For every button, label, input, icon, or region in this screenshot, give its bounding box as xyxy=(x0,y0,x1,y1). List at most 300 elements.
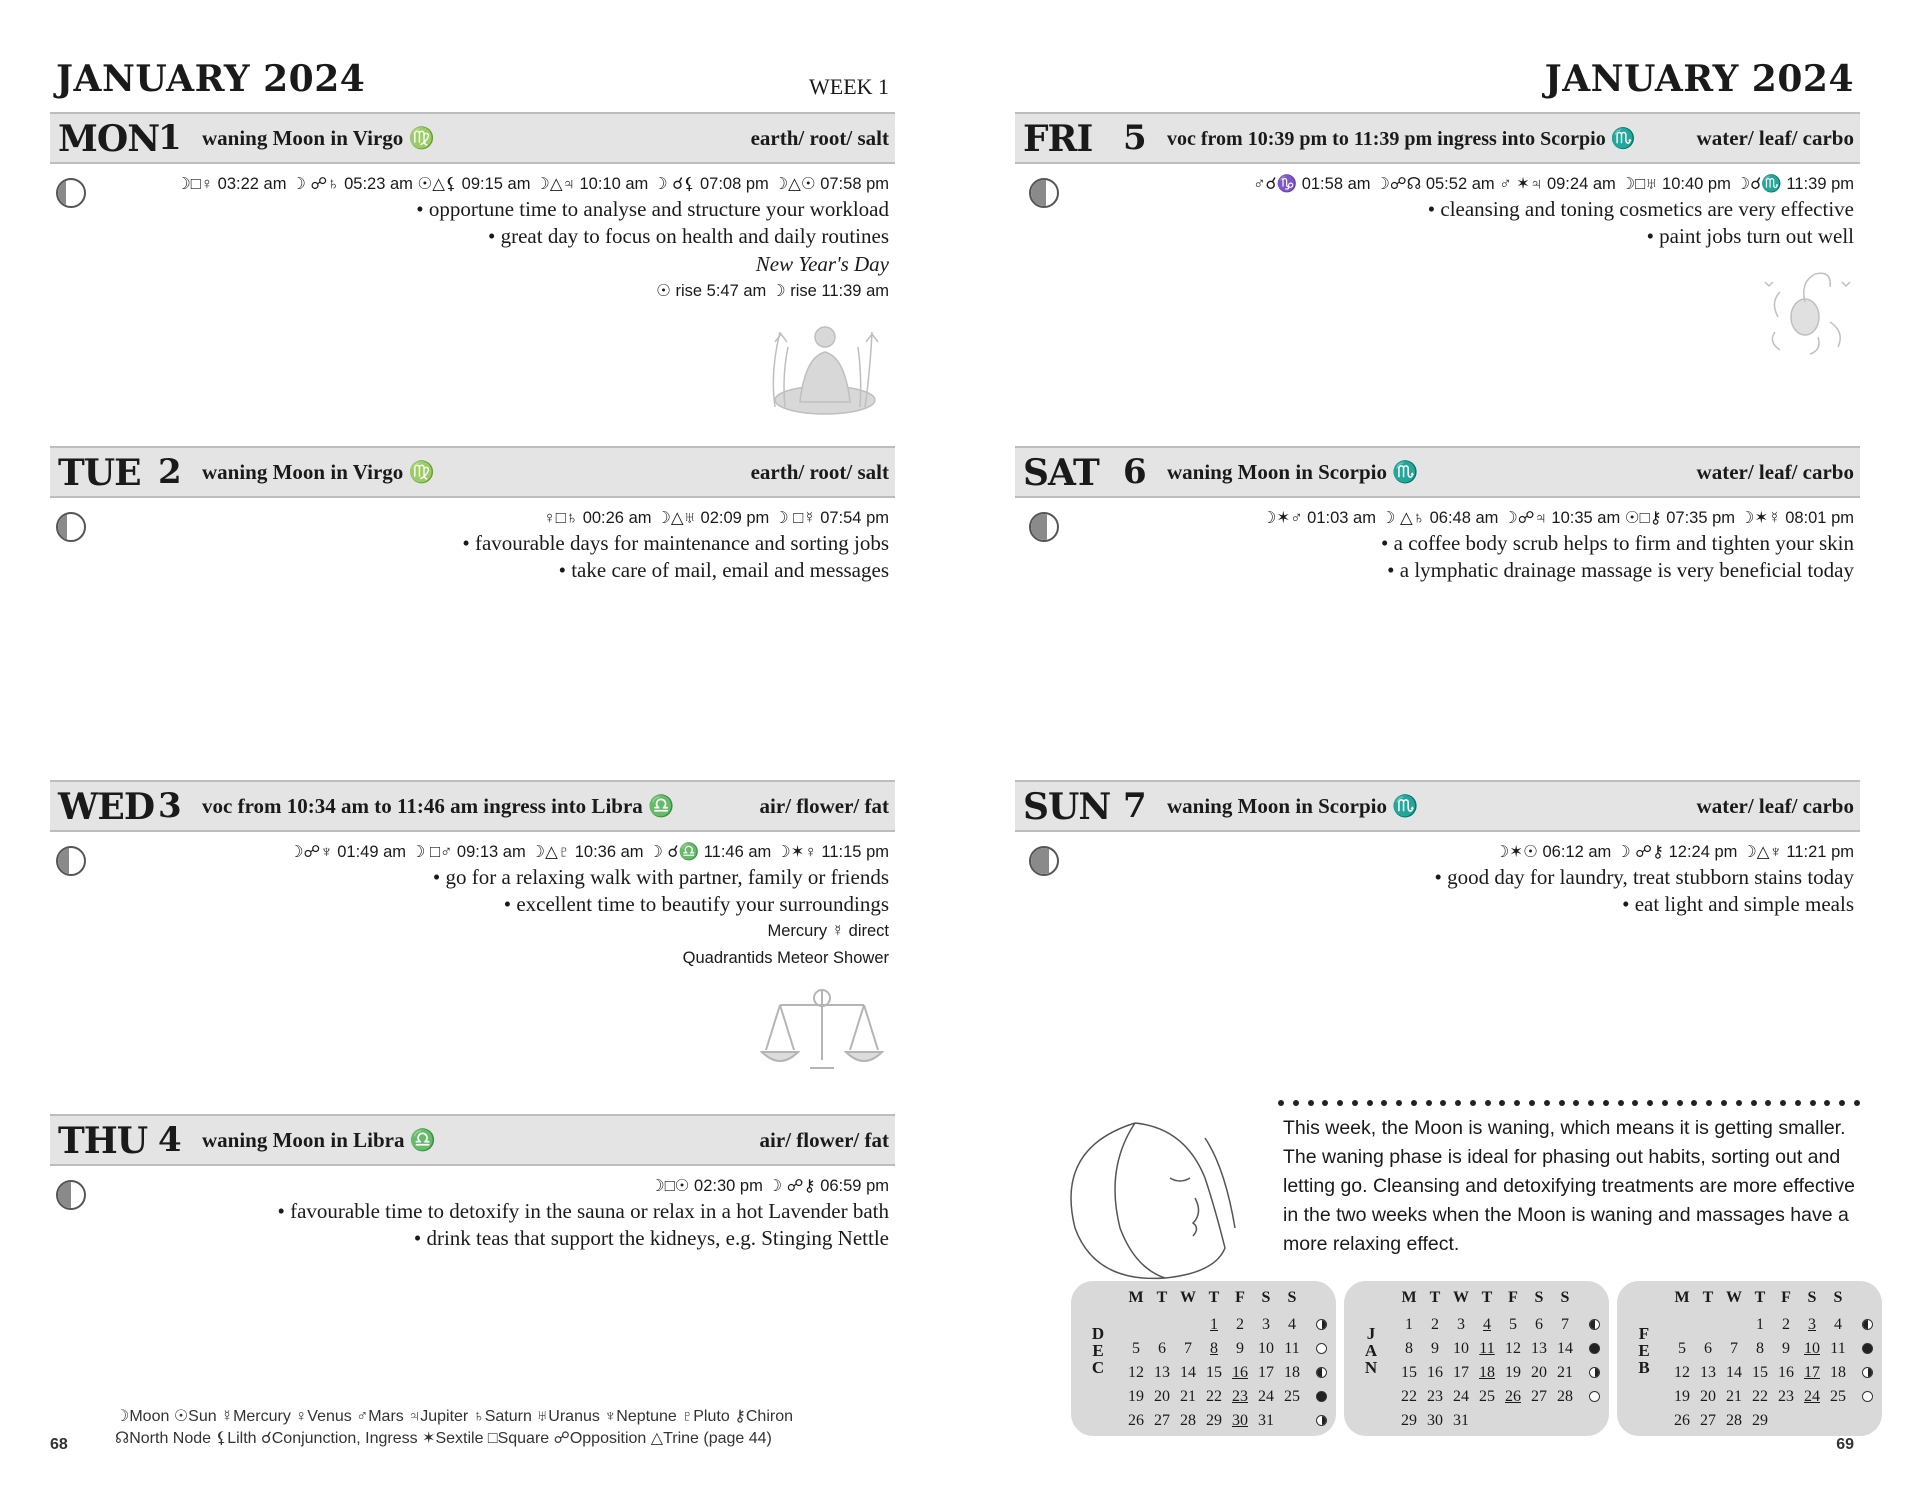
calendar-day: 12 xyxy=(1505,1340,1521,1357)
notes xyxy=(1428,196,1854,250)
moon-info: waning Moon in Scorpio ♏ xyxy=(1167,794,1419,818)
note: • excellent time to beautify your surroundings xyxy=(503,892,889,916)
calendar-day xyxy=(1279,1409,1305,1433)
moon-info: voc from 10:34 am to 11:46 am ingress into Libra ♎ xyxy=(202,794,675,818)
calendar-day: 7 xyxy=(1184,1340,1192,1357)
day-header xyxy=(1015,780,1860,832)
calendar-day: 1 xyxy=(1405,1316,1413,1333)
weekday: T xyxy=(1754,1289,1766,1306)
calendar-week-row xyxy=(1123,1313,1305,1337)
calendar-day xyxy=(1695,1313,1721,1337)
mini-calendar-dec xyxy=(1071,1281,1336,1436)
elements: earth/ root/ salt xyxy=(750,460,889,484)
calendar-day: 20 xyxy=(1154,1388,1170,1405)
weekday: T xyxy=(1156,1289,1168,1306)
moon-phase-icon xyxy=(1589,1343,1600,1354)
calendar-day: 31 xyxy=(1453,1412,1469,1429)
divider-dot xyxy=(1632,1100,1638,1106)
divider-dot xyxy=(1499,1100,1505,1106)
divider-dot xyxy=(1381,1100,1387,1106)
calendar-day: 10 xyxy=(1258,1340,1274,1357)
weekday: T xyxy=(1481,1289,1493,1306)
calendar-day: 9 xyxy=(1431,1340,1439,1357)
calendar-day: 18 xyxy=(1479,1364,1495,1381)
calendar-week-row xyxy=(1396,1313,1578,1337)
calendar-day: 19 xyxy=(1128,1388,1144,1405)
note: • go for a relaxing walk with partner, family or friends xyxy=(432,865,889,889)
day-number: 1 xyxy=(158,118,182,158)
mini-calendar-feb xyxy=(1617,1281,1882,1436)
day-header xyxy=(1015,446,1860,498)
calendar-day: 14 xyxy=(1557,1340,1573,1357)
divider-dot xyxy=(1706,1100,1712,1106)
moon-phase-icon xyxy=(1316,1319,1327,1330)
weekday: F xyxy=(1235,1289,1245,1306)
calendar-week-row xyxy=(1669,1385,1851,1409)
day-header xyxy=(50,446,895,498)
right-page xyxy=(965,0,1930,1489)
note: • a coffee body scrub helps to firm and tighten your skin xyxy=(1381,531,1854,555)
divider-dot xyxy=(1367,1100,1373,1106)
notes xyxy=(1435,864,1855,918)
day-number: 4 xyxy=(158,1120,182,1160)
weekday: S xyxy=(1534,1289,1544,1306)
calendar-day: 7 xyxy=(1730,1340,1738,1357)
aspects: ☽✶☉ 06:12 am ☽ ☍⚷ 12:24 pm ☽△♆ 11:21 pm xyxy=(1494,843,1854,861)
dot-divider xyxy=(1278,1100,1860,1110)
day-header xyxy=(1015,112,1860,164)
moon-info: waning Moon in Libra ♎ xyxy=(202,1128,436,1152)
calendar-day: 8 xyxy=(1405,1340,1413,1357)
calendar-day: 10 xyxy=(1453,1340,1469,1357)
calendar-grid xyxy=(1123,1313,1305,1433)
calendar-day: 16 xyxy=(1778,1364,1794,1381)
calendar-day: 15 xyxy=(1401,1364,1417,1381)
calendar-day: 2 xyxy=(1236,1316,1244,1333)
aspects: ☽□♀ 03:22 am ☽ ☍♄ 05:23 am ☉△⚸ 09:15 am ☽△♃ 10:10 am ☽ ☌⚸ 07:08 pm ☽△☉ 07:58 pm xyxy=(175,175,889,193)
note: • paint jobs turn out well xyxy=(1646,224,1854,248)
calendar-day xyxy=(1149,1313,1175,1337)
day-number: 7 xyxy=(1123,786,1147,826)
calendar-day: 16 xyxy=(1232,1364,1248,1381)
calendar-day: 5 xyxy=(1509,1316,1517,1333)
calendar-day xyxy=(1669,1313,1695,1337)
weekday: S xyxy=(1287,1289,1297,1306)
divider-dot xyxy=(1854,1100,1860,1106)
calendar-day: 17 xyxy=(1258,1364,1274,1381)
moon-phase-icon xyxy=(1862,1319,1873,1330)
calendar-day: 1 xyxy=(1210,1316,1218,1333)
moon-phase-icon xyxy=(1862,1367,1873,1378)
calendar-day: 28 xyxy=(1180,1412,1196,1429)
calendar-day: 30 xyxy=(1427,1412,1443,1429)
calendar-day: 27 xyxy=(1531,1388,1547,1405)
calendar-month-label xyxy=(1362,1325,1380,1376)
aspects: ☽□☉ 02:30 pm ☽ ☍⚷ 06:59 pm xyxy=(649,1177,889,1195)
month-title: JANUARY 2024 xyxy=(1544,58,1854,100)
weekday: S xyxy=(1807,1289,1817,1306)
divider-dot xyxy=(1603,1100,1609,1106)
calendar-day: 24 xyxy=(1453,1388,1469,1405)
calendar-day: 19 xyxy=(1674,1388,1690,1405)
calendar-day: 5 xyxy=(1678,1340,1686,1357)
divider-dot xyxy=(1780,1100,1786,1106)
calendar-day: 15 xyxy=(1206,1364,1222,1381)
weekday: W xyxy=(1453,1289,1469,1306)
calendar-day: 23 xyxy=(1427,1388,1443,1405)
divider-dot xyxy=(1795,1100,1801,1106)
calendar-day: 20 xyxy=(1531,1364,1547,1381)
calendar-weekday-header xyxy=(1123,1289,1305,1307)
weekday: T xyxy=(1702,1289,1714,1306)
legend-line: ☽Moon ☉Sun ☿Mercury ♀Venus ♂Mars ♃Jupiter ♄Saturn ♅Uranus ♆Neptune ♇Pluto ⚷Chiron xyxy=(115,1408,794,1425)
weekday: M xyxy=(1128,1289,1144,1306)
calendar-day: 30 xyxy=(1232,1412,1248,1429)
calendar-day xyxy=(1474,1409,1500,1433)
elements: air/ flower/ fat xyxy=(759,1128,889,1152)
weekday: F xyxy=(1781,1289,1791,1306)
moon-phase-icon xyxy=(1862,1391,1873,1402)
calendar-day: 3 xyxy=(1262,1316,1270,1333)
month-letter: D xyxy=(1091,1324,1105,1343)
divider-dot xyxy=(1470,1100,1476,1106)
calendar-day: 25 xyxy=(1830,1388,1846,1405)
aspects: ♀□♄ 00:26 am ☽△♅ 02:09 pm ☽ □☿ 07:54 pm xyxy=(543,509,889,527)
moon-phase-icon xyxy=(1589,1391,1600,1402)
holiday-note: New Year's Day xyxy=(755,252,889,276)
calendar-day: 15 xyxy=(1752,1364,1768,1381)
day-friday xyxy=(1015,112,1860,442)
divider-dot xyxy=(1485,1100,1491,1106)
month-letter: F xyxy=(1638,1324,1650,1343)
divider-dot xyxy=(1662,1100,1668,1106)
calendar-week-row xyxy=(1669,1361,1851,1385)
day-sunday xyxy=(1015,780,1860,1110)
calendar-day: 28 xyxy=(1726,1412,1742,1429)
weekday: T xyxy=(1208,1289,1220,1306)
divider-dot xyxy=(1736,1100,1742,1106)
calendar-day: 4 xyxy=(1834,1316,1842,1333)
page-number: 68 xyxy=(50,1436,68,1453)
calendar-week-row xyxy=(1123,1409,1305,1433)
calendar-day: 6 xyxy=(1704,1340,1712,1357)
calendar-day xyxy=(1799,1409,1825,1433)
calendar-day: 23 xyxy=(1778,1388,1794,1405)
calendar-day: 14 xyxy=(1726,1364,1742,1381)
calendar-day: 19 xyxy=(1505,1364,1521,1381)
divider-dot xyxy=(1677,1100,1683,1106)
weekday: S xyxy=(1833,1289,1843,1306)
month-title: JANUARY 2024 xyxy=(56,58,366,100)
calendar-day xyxy=(1175,1313,1201,1337)
aspects: ♂☌♑ 01:58 am ☽☍☊ 05:52 am ♂ ✶♃ 09:24 am ☽□♅ 10:40 pm ☽☌♏ 11:39 pm xyxy=(1253,175,1854,193)
calendar-day: 21 xyxy=(1557,1364,1573,1381)
calendar-week-row xyxy=(1669,1313,1851,1337)
calendar-day xyxy=(1123,1313,1149,1337)
calendar-day: 13 xyxy=(1700,1364,1716,1381)
note: • opportune time to analyse and structure your workload xyxy=(416,197,889,221)
calendar-day: 5 xyxy=(1132,1340,1140,1357)
notes xyxy=(433,864,889,972)
symbol-legend xyxy=(115,1406,793,1450)
moon-info: waning Moon in Virgo ♍ xyxy=(202,460,435,484)
divider-dot xyxy=(1322,1100,1328,1106)
calendar-day: 11 xyxy=(1284,1340,1300,1357)
day-name: MON xyxy=(58,118,160,160)
calendar-day: 22 xyxy=(1206,1388,1222,1405)
divider-dot xyxy=(1278,1100,1284,1106)
divider-dot xyxy=(1588,1100,1594,1106)
divider-dot xyxy=(1411,1100,1417,1106)
moon-phase-icon xyxy=(1589,1367,1600,1378)
calendar-week-row xyxy=(1123,1385,1305,1409)
calendar-weekday-header xyxy=(1396,1289,1578,1307)
notes xyxy=(416,196,889,305)
calendar-day xyxy=(1825,1409,1851,1433)
scorpio-illustration-icon xyxy=(1760,262,1855,357)
calendar-grid xyxy=(1396,1313,1578,1433)
calendar-day: 12 xyxy=(1674,1364,1690,1381)
weekday: W xyxy=(1180,1289,1196,1306)
calendar-day: 23 xyxy=(1232,1388,1248,1405)
aspects: ☽✶♂ 01:03 am ☽ △♄ 06:48 am ☽☍♃ 10:35 am ☉□⚷ 07:35 pm ☽✶☿ 08:01 pm xyxy=(1261,509,1854,527)
mercury-note: Mercury ☿ direct xyxy=(767,922,889,940)
weekday: S xyxy=(1560,1289,1570,1306)
calendar-day: 16 xyxy=(1427,1364,1443,1381)
calendar-day: 20 xyxy=(1700,1388,1716,1405)
note: • good day for laundry, treat stubborn stains today xyxy=(1434,865,1854,889)
day-wednesday xyxy=(50,780,895,1110)
calendar-day: 24 xyxy=(1804,1388,1820,1405)
calendar-day: 9 xyxy=(1236,1340,1244,1357)
notes xyxy=(278,1198,889,1252)
calendar-week-row xyxy=(1669,1337,1851,1361)
calendar-day: 18 xyxy=(1830,1364,1846,1381)
month-letter: C xyxy=(1091,1358,1105,1377)
calendar-day: 26 xyxy=(1128,1412,1144,1429)
note: • take care of mail, email and messages xyxy=(558,558,889,582)
day-name: WED xyxy=(58,786,155,828)
month-letter: E xyxy=(1092,1341,1104,1360)
calendar-day xyxy=(1552,1409,1578,1433)
note: • a lymphatic drainage massage is very beneficial today xyxy=(1387,558,1854,582)
day-header xyxy=(50,780,895,832)
calendar-day: 22 xyxy=(1401,1388,1417,1405)
day-number: 2 xyxy=(158,452,182,492)
calendar-day: 18 xyxy=(1284,1364,1300,1381)
calendar-day: 6 xyxy=(1158,1340,1166,1357)
day-monday xyxy=(50,112,895,442)
divider-dot xyxy=(1765,1100,1771,1106)
calendar-day: 17 xyxy=(1453,1364,1469,1381)
weekday: M xyxy=(1674,1289,1690,1306)
page-number: 69 xyxy=(1836,1436,1854,1453)
moon-phase-icon xyxy=(1316,1415,1327,1426)
calendar-day: 14 xyxy=(1180,1364,1196,1381)
weekday: S xyxy=(1261,1289,1271,1306)
calendar-moon-phases xyxy=(1587,1313,1601,1409)
day-thursday xyxy=(50,1114,895,1444)
weekday: W xyxy=(1726,1289,1742,1306)
divider-dot xyxy=(1544,1100,1550,1106)
elements: water/ leaf/ carbo xyxy=(1696,794,1854,818)
note: • favourable days for maintenance and sorting jobs xyxy=(462,531,889,555)
calendar-day: 7 xyxy=(1561,1316,1569,1333)
divider-dot xyxy=(1691,1100,1697,1106)
divider-dot xyxy=(1839,1100,1845,1106)
calendar-weekday-header xyxy=(1669,1289,1851,1307)
calendar-moon-phases xyxy=(1314,1313,1328,1433)
calendar-day: 17 xyxy=(1804,1364,1820,1381)
calendar-month-label xyxy=(1635,1325,1653,1376)
divider-dot xyxy=(1810,1100,1816,1106)
calendar-day: 21 xyxy=(1180,1388,1196,1405)
calendar-day: 25 xyxy=(1284,1388,1300,1405)
moon-info: voc from 10:39 pm to 11:39 pm ingress into Scorpio ♏ xyxy=(1167,128,1636,150)
calendar-day: 29 xyxy=(1401,1412,1417,1429)
moon-phase-icon xyxy=(1316,1343,1327,1354)
calendar-week-row xyxy=(1396,1337,1578,1361)
calendar-grid xyxy=(1669,1313,1851,1433)
calendar-day xyxy=(1721,1313,1747,1337)
week-description: This week, the Moon is waning, which means it is getting smaller. The waning phase is ideal for phasing out habits, sorting out and letting go. Cleansing and detoxifying treatments are more effective in the two weeks when the Moon is waning and massages have a more relaxing effect. xyxy=(1283,1117,1855,1255)
moon-phase-icon xyxy=(56,512,86,542)
month-letter: A xyxy=(1364,1341,1378,1360)
calendar-day: 22 xyxy=(1752,1388,1768,1405)
calendar-day: 11 xyxy=(1830,1340,1846,1357)
weekday: T xyxy=(1429,1289,1441,1306)
day-number: 6 xyxy=(1123,452,1147,492)
calendar-day: 29 xyxy=(1206,1412,1222,1429)
aspects: ☽☍♆ 01:49 am ☽ □♂ 09:13 am ☽△♇ 10:36 am ☽ ☌♎ 11:46 am ☽✶♀ 11:15 pm xyxy=(288,843,889,861)
calendar-day: 2 xyxy=(1431,1316,1439,1333)
divider-dot xyxy=(1514,1100,1520,1106)
calendar-day: 1 xyxy=(1756,1316,1764,1333)
moon-phase-icon xyxy=(1029,846,1059,876)
calendar-day: 26 xyxy=(1674,1412,1690,1429)
elements: earth/ root/ salt xyxy=(750,126,889,150)
divider-dot xyxy=(1337,1100,1343,1106)
calendar-day: 3 xyxy=(1808,1316,1816,1333)
calendar-moon-phases xyxy=(1860,1313,1874,1409)
calendar-week-row xyxy=(1396,1409,1578,1433)
calendar-day: 28 xyxy=(1557,1388,1573,1405)
divider-dot xyxy=(1396,1100,1402,1106)
calendar-day: 31 xyxy=(1258,1412,1274,1429)
calendar-day: 25 xyxy=(1479,1388,1495,1405)
moon-phase-icon xyxy=(56,1180,86,1210)
calendar-day: 11 xyxy=(1479,1340,1495,1357)
divider-dot xyxy=(1455,1100,1461,1106)
elements: water/ leaf/ carbo xyxy=(1696,126,1854,150)
calendar-day: 10 xyxy=(1804,1340,1820,1357)
day-name: FRI xyxy=(1023,118,1093,160)
calendar-day: 27 xyxy=(1700,1412,1716,1429)
divider-dot xyxy=(1426,1100,1432,1106)
day-header xyxy=(50,1114,895,1166)
calendar-week-row xyxy=(1396,1361,1578,1385)
note: • cleansing and toning cosmetics are very effective xyxy=(1427,197,1854,221)
calendar-month-label xyxy=(1089,1325,1107,1376)
day-name: SUN xyxy=(1023,786,1111,828)
note: • drink teas that support the kidneys, e.g. Stinging Nettle xyxy=(413,1226,889,1250)
month-letter: N xyxy=(1364,1358,1378,1377)
moon-phase-icon xyxy=(1029,512,1059,542)
calendar-day: 4 xyxy=(1483,1316,1491,1333)
day-number: 3 xyxy=(158,786,182,826)
moon-phase-icon xyxy=(56,178,86,208)
divider-dot xyxy=(1440,1100,1446,1106)
notes xyxy=(1381,530,1854,584)
calendar-day: 4 xyxy=(1288,1316,1296,1333)
divider-dot xyxy=(1529,1100,1535,1106)
calendar-day: 2 xyxy=(1782,1316,1790,1333)
calendar-day xyxy=(1526,1409,1552,1433)
calendar-day: 3 xyxy=(1457,1316,1465,1333)
elements: water/ leaf/ carbo xyxy=(1696,460,1854,484)
calendar-day: 13 xyxy=(1531,1340,1547,1357)
calendar-day: 6 xyxy=(1535,1316,1543,1333)
divider-dot xyxy=(1352,1100,1358,1106)
day-saturday xyxy=(1015,446,1860,776)
libra-scales-icon xyxy=(760,980,885,1080)
month-letter: E xyxy=(1638,1341,1650,1360)
weekday: M xyxy=(1401,1289,1417,1306)
calendar-day: 12 xyxy=(1128,1364,1144,1381)
day-name: THU xyxy=(58,1120,148,1162)
mini-calendar-jan xyxy=(1344,1281,1609,1436)
note: • great day to focus on health and daily routines xyxy=(488,224,889,248)
divider-dot xyxy=(1647,1100,1653,1106)
note: • favourable time to detoxify in the sauna or relax in a hot Lavender bath xyxy=(277,1199,889,1223)
day-name: SAT xyxy=(1023,452,1099,494)
calendar-day xyxy=(1773,1409,1799,1433)
calendar-day: 24 xyxy=(1258,1388,1274,1405)
moon-phase-icon xyxy=(1862,1343,1873,1354)
day-header xyxy=(50,112,895,164)
rise-times: ☉ rise 5:47 am ☽ rise 11:39 am xyxy=(656,282,889,300)
divider-dot xyxy=(1751,1100,1757,1106)
day-name: TUE xyxy=(58,452,141,494)
calendar-day: 13 xyxy=(1154,1364,1170,1381)
moon-info: waning Moon in Virgo ♍ xyxy=(202,126,435,150)
calendar-day: 27 xyxy=(1154,1412,1170,1429)
weekday: F xyxy=(1508,1289,1518,1306)
notes xyxy=(462,530,889,584)
calendar-day: 29 xyxy=(1752,1412,1768,1429)
divider-dot xyxy=(1824,1100,1830,1106)
calendar-week-row xyxy=(1669,1409,1851,1433)
moon-phase-icon xyxy=(1316,1367,1327,1378)
month-letter: J xyxy=(1366,1324,1376,1343)
calendar-day: 8 xyxy=(1210,1340,1218,1357)
divider-dot xyxy=(1618,1100,1624,1106)
moon-info: waning Moon in Scorpio ♏ xyxy=(1167,460,1419,484)
moon-phase-icon xyxy=(56,846,86,876)
divider-dot xyxy=(1721,1100,1727,1106)
calendar-day: 8 xyxy=(1756,1340,1764,1357)
legend-line: ☊North Node ⚸Lilth ☌Conjunction, Ingress ✶Sextile □Square ☍Opposition △Trine (page 44) xyxy=(115,1430,772,1447)
moon-phase-icon xyxy=(1589,1319,1600,1330)
calendar-week-row xyxy=(1123,1361,1305,1385)
divider-dot xyxy=(1293,1100,1299,1106)
divider-dot xyxy=(1559,1100,1565,1106)
calendar-week-row xyxy=(1396,1385,1578,1409)
elements: air/ flower/ fat xyxy=(759,794,889,818)
meteor-note: Quadrantids Meteor Shower xyxy=(682,949,889,967)
week-label: WEEK 1 xyxy=(809,74,890,99)
calendar-day: 21 xyxy=(1726,1388,1742,1405)
